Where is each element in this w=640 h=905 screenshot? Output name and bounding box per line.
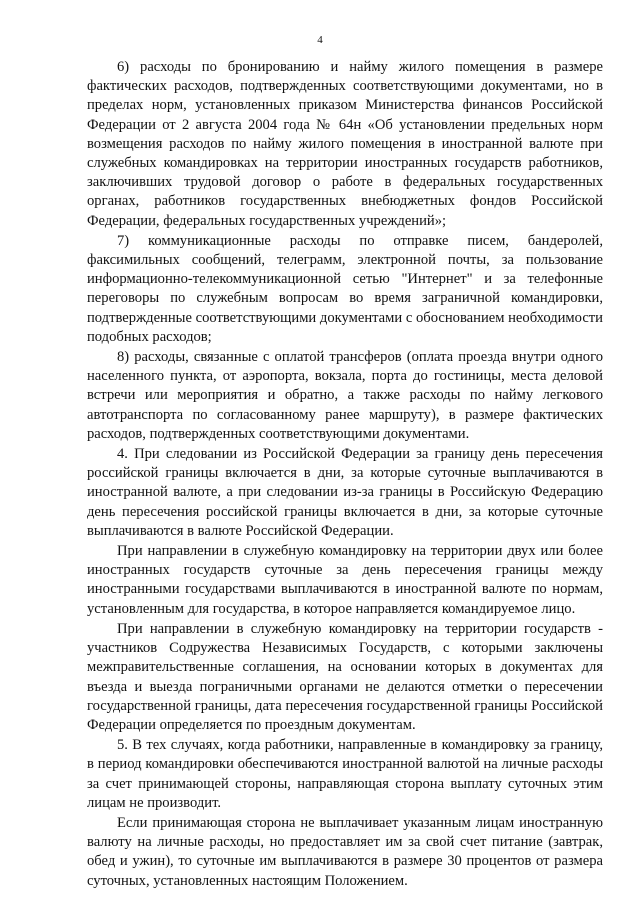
paragraph-multiple-states: При направлении в служебную командировку на территории двух или более иностранных государств суточные за день пересечения границы между иностранными государствами выплачиваются в иностранной валюте по нормам, установленным для государства, в которое направляется командируемое лицо. — [87, 543, 603, 617]
paragraph-item-7-communication: 7) коммуникационные расходы по отправке писем, бандеролей, факсимильных сообщений, телеграмм, электронной почты, за пользование информационно-телекоммуникационной сетью "Интернет" и за телефонные переговоры по служебным вопросам во время заграничной командировки, подтвержденные соответствующими документами с обоснованием необходимости подобных расходов; — [87, 232, 603, 345]
paragraph-section-4-border-crossing: 4. При следовании из Российской Федерации за границу день пересечения российской границы включается в дни, за которые суточные выплачиваются в иностранной валюте, а при следовании из-за границы в Российскую Федерацию день пересечения российской границы включается в дни, за которые суточные выплачиваются в валюте Российской Федерации. — [87, 446, 603, 539]
paragraph-item-6-accommodation: 6) расходы по бронированию и найму жилого помещения в размере фактических расходов, подтвержденных соответствующими документами, но в пределах норм, установленных приказом Министерства финансов Российской Федерации от 2 августа 2004 года № 64н «Об установлении предельных норм возмещения расходов по найму жилого помещения в иностранной валюте при служебных командировках на территории иностранных государств работников, заключивших трудовой договор о работе в федеральных государственных органах, работников государственных внебюджетных фондов Российской Федерации, федеральных государственных учреждений»; — [87, 59, 603, 229]
paragraph-cis-states: При направлении в служебную командировку на территории государств - участников Содружества Независимых Государств, с которыми заключены межправительственные соглашения, на основании которых в документах для въезда и выезда пограничными органами не делаются отметки о пересечении государственной границы, дата пересечения государственной границы Российской Федерации определяется по проездным документам. — [87, 620, 603, 733]
page-number: 4 — [317, 34, 323, 46]
paragraph-section-5-host-funding: 5. В тех случаях, когда работники, направленные в командировку за границу, в период командировки обеспечиваются иностранной валютой на личные расходы за счет принимающей стороны, направляющая сторона выплату суточных этим лицам не производит. — [87, 737, 603, 811]
paragraph-meals-provided: Если принимающая сторона не выплачивает указанным лицам иностранную валюту на личные расходы, но предоставляет им за свой счет питание (завтрак, обед и ужин), то суточные им выплачиваются в размере 30 процентов от размера суточных, установленных настоящим Положением. — [87, 814, 603, 889]
paragraph-item-8-transfers: 8) расходы, связанные с оплатой трансферов (оплата проезда внутри одного населенного пункта, от аэропорта, вокзала, порта до гостиницы, места деловой встречи или мероприятия и обратно, а также расходы по найму легкового автотранспорта по согласованному ранее маршруту), в размере фактических расходов, подтвержденных соответствующими документами. — [87, 349, 603, 442]
document-body — [87, 58, 603, 892]
